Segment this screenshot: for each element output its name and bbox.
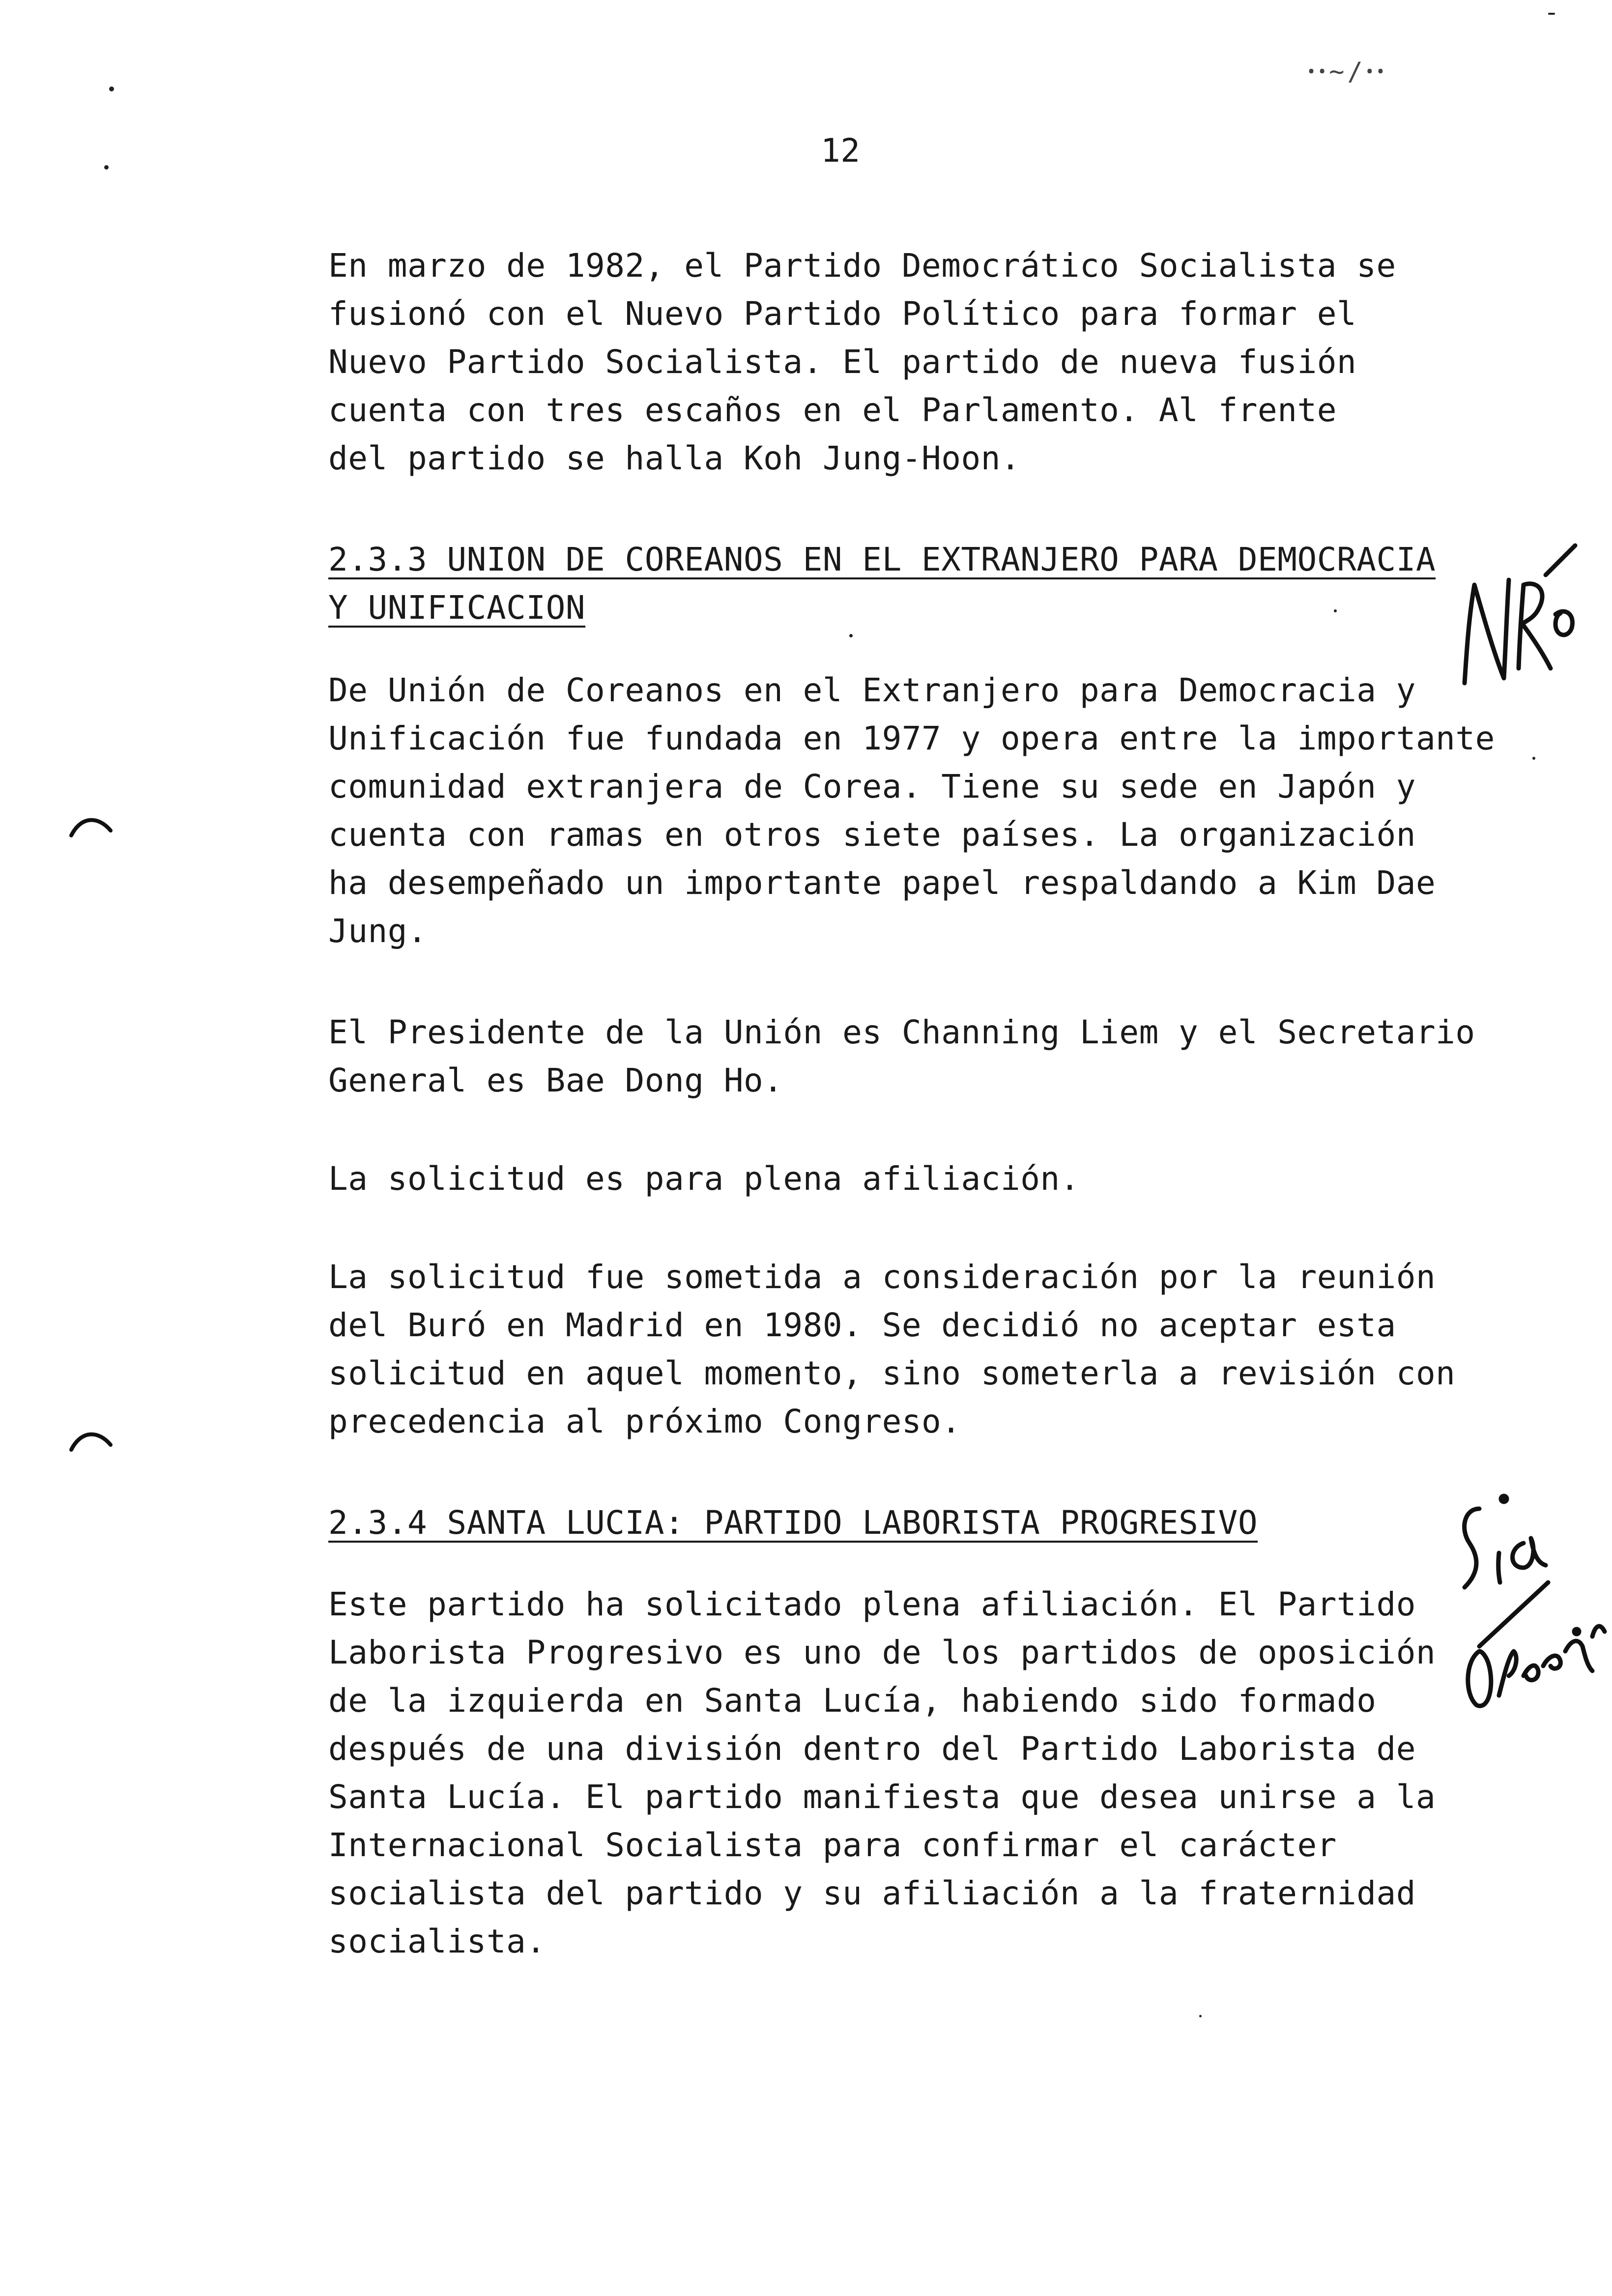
scan-speck (1199, 2015, 1202, 2017)
scan-speck (1532, 757, 1535, 760)
heading-line: Y UNIFICACION (328, 589, 586, 627)
text-line: Laborista Progresivo es uno de los partidos de oposición (328, 1634, 1436, 1671)
scan-speck (109, 86, 114, 91)
text-line: ha desempeñado un importante papel respaldando a Kim Dae (328, 864, 1436, 902)
text-line: La solicitud fue sometida a consideración por la reunión (328, 1258, 1436, 1296)
text-line: de la izquierda en Santa Lucía, habiendo sido formado (328, 1682, 1377, 1720)
text-line: del partido se halla Koh Jung-Hoon. (328, 439, 1021, 477)
text-line: después de una división dentro del Partido Laborista de (328, 1730, 1416, 1768)
text-line: comunidad extranjera de Corea. Tiene su sede en Japón y (328, 768, 1416, 805)
paragraph-union-officers (328, 1008, 1508, 1105)
scan-speck (849, 634, 853, 637)
text-line: Santa Lucía. El partido manifiesta que desea unirse a la (328, 1778, 1436, 1816)
margin-arc-lower (69, 1425, 113, 1455)
text-line: socialista. (328, 1923, 546, 1960)
text-line: del Buró en Madrid en 1980. Se decidió no aceptar esta (328, 1306, 1396, 1344)
handwritten-annotation-nro (1455, 545, 1583, 693)
text-line: La solicitud es para plena afiliación. (328, 1160, 1080, 1198)
paragraph-union-decision (328, 1253, 1508, 1446)
text-line: El Presidente de la Unión es Channing Liem y el Secretario (328, 1013, 1475, 1051)
heading-line: 2.3.4 SANTA LUCIA: PARTIDO LABORISTA PROGRESIVO (328, 1504, 1258, 1542)
text-line: De Unión de Coreanos en el Extranjero para Democracia y (328, 671, 1416, 709)
text-line: fusionó con el Nuevo Partido Político para formar el (328, 295, 1357, 333)
text-line: Nuevo Partido Socialista. El partido de nueva fusión (328, 343, 1357, 381)
text-line: Jung. (328, 912, 428, 950)
text-line: General es Bae Dong Ho. (328, 1062, 783, 1099)
text-line: cuenta con ramas en otros siete países. La organización (328, 816, 1416, 854)
text-line: socialista del partido y su afiliación a la fraternidad (328, 1874, 1416, 1912)
page-number: 12 (821, 132, 861, 170)
corner-reference-mark: ꞏꞏ~/ꞏꞏ (1307, 57, 1387, 86)
paragraph-union-founding (328, 666, 1508, 955)
paragraph-union-request (328, 1155, 1508, 1203)
handwritten-annotation-sin-oposicion (1450, 1489, 1612, 1715)
heading-line: 2.3.3 UNION DE COREANOS EN EL EXTRANJERO PARA DEMOCRACIA (328, 541, 1436, 578)
section-heading-2-3-3 (328, 536, 1508, 632)
text-line: cuenta con tres escaños en el Parlamento. Al frente (328, 391, 1337, 429)
text-line: precedencia al próximo Congreso. (328, 1403, 961, 1440)
scan-speck (1548, 13, 1555, 15)
scan-speck (1334, 609, 1337, 612)
scan-speck (104, 165, 109, 170)
text-line: En marzo de 1982, el Partido Democrático Socialista se (328, 247, 1396, 285)
text-line: Internacional Socialista para confirmar el carácter (328, 1826, 1337, 1864)
paragraph-intro (328, 242, 1508, 483)
margin-arc-upper (69, 811, 113, 840)
text-line: solicitud en aquel momento, sino someterla a revisión con (328, 1354, 1456, 1392)
section-heading-2-3-4 (328, 1499, 1508, 1547)
paragraph-santa-lucia (328, 1580, 1508, 1966)
text-line: Unificación fue fundada en 1977 y opera entre la importante (328, 719, 1495, 757)
text-line: Este partido ha solicitado plena afiliación. El Partido (328, 1585, 1416, 1623)
